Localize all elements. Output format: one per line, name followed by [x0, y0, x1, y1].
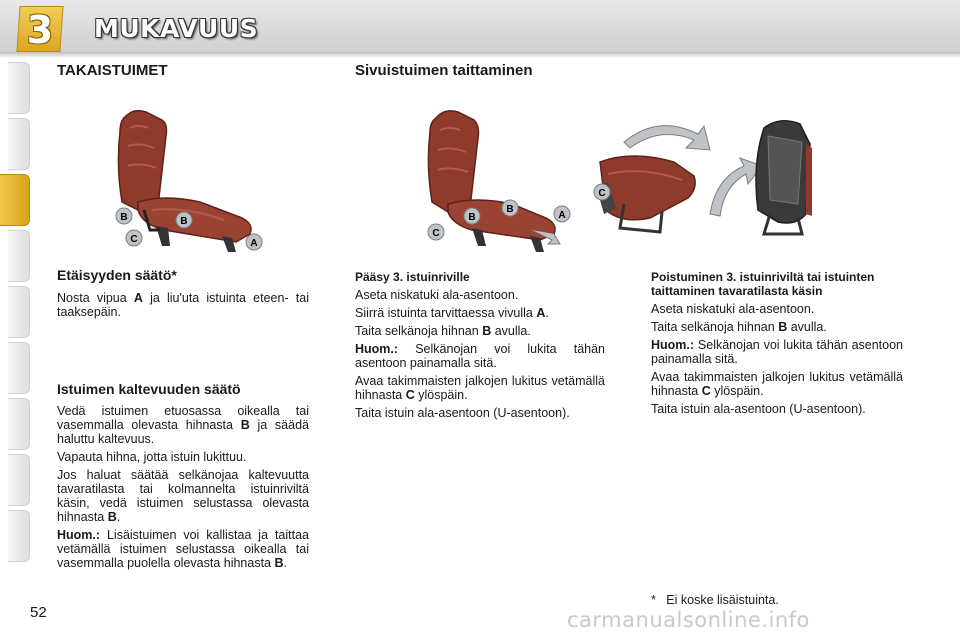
- svg-text:C: C: [432, 228, 440, 239]
- seat-folded-drawing: [596, 156, 695, 232]
- chapter-tab-1[interactable]: [8, 62, 30, 114]
- header-divider: [0, 52, 960, 58]
- access-paragraph-5: Avaa takimmaisten jalkojen lukitus vetämällä hihnasta C ylöspäin.: [355, 374, 605, 402]
- svg-text:B: B: [468, 212, 476, 223]
- distance-paragraph: Nosta vipua A ja liu'uta istuinta eteen- tai taaksepäin.: [57, 291, 309, 319]
- distance-adjust-text: [57, 291, 309, 323]
- access-paragraph-6: Taita istuin ala-asentoon (U-asentoon).: [355, 406, 570, 420]
- chapter-number: 3: [26, 8, 54, 52]
- svg-text:B: B: [120, 212, 128, 223]
- svg-text:A: A: [250, 238, 258, 249]
- exit-paragraph-1: Aseta niskatuki ala-asentoon.: [651, 302, 815, 316]
- svg-text:B: B: [506, 204, 514, 215]
- chapter-tab-6[interactable]: [8, 342, 30, 394]
- label-badge-a: [554, 206, 570, 222]
- chapter-tab-4[interactable]: [8, 230, 30, 282]
- label-badge-b-2: [502, 200, 518, 216]
- section-title-rear-seats: TAKAISTUIMET: [57, 62, 168, 79]
- section-title-folding: Sivuistuimen taittaminen: [355, 62, 533, 79]
- tilt-paragraph-1: Vedä istuimen etuosassa oikealla tai vasemmalla olevasta hihnasta B ja säädä haluttu kaltevuus.: [57, 404, 309, 446]
- label-badge-b-1: [464, 208, 480, 224]
- rotate-arrow-icon: [624, 126, 710, 150]
- footnote: * Ei koske lisäistuinta.: [651, 593, 779, 607]
- label-badge-a: [246, 234, 262, 250]
- svg-text:C: C: [130, 234, 138, 245]
- exit-paragraph-3: Huom.: Selkänojan voi lukita tähän asentoon painamalla sitä.: [651, 338, 903, 366]
- access-paragraph-1: Aseta niskatuki ala-asentoon.: [355, 288, 519, 302]
- label-badge-c: [428, 224, 444, 240]
- access-paragraph-4: Huom.: Selkänojan voi lukita tähän asentoon painamalla sitä.: [355, 342, 605, 370]
- label-badge-b-1: [116, 208, 132, 224]
- chapter-tab-2[interactable]: [8, 118, 30, 170]
- svg-text:B: B: [180, 216, 188, 227]
- watermark-text: carmanualsonline.info: [567, 608, 810, 632]
- seat-upright-drawing: [428, 111, 560, 252]
- svg-text:C: C: [598, 188, 606, 199]
- exit-paragraph-2: Taita selkänoja hihnan B avulla.: [651, 320, 827, 334]
- chapter-tab-9[interactable]: [8, 510, 30, 562]
- access-third-row-title: Pääsy 3. istuinriville: [355, 270, 470, 284]
- exit-paragraph-5: Taita istuin ala-asentoon (U-asentoon).: [651, 402, 866, 416]
- tilt-adjust-text: [57, 404, 309, 574]
- label-badge-b-2: [176, 212, 192, 228]
- access-paragraph-2: Siirrä istuinta tarvittaessa vivulla A.: [355, 306, 549, 320]
- chapter-tab-7[interactable]: [8, 398, 30, 450]
- chapter-tab-5[interactable]: [8, 286, 30, 338]
- seat-tipped-drawing: [756, 121, 812, 234]
- tilt-paragraph-3: Jos haluat säätää selkänojaa kaltevuutta tavaratilasta tai kolmannelta istuinriviltä käsin, vedä istuimen selustassa olevasta hihnasta B.: [57, 468, 309, 524]
- chapter-title: MUKAVUUS: [94, 14, 259, 43]
- chapter-tab-8[interactable]: [8, 454, 30, 506]
- exit-third-row-text: [651, 270, 903, 420]
- label-badge-c: [126, 230, 142, 246]
- label-badge-c-middle: [594, 184, 610, 200]
- page-number: 52: [30, 604, 47, 621]
- tilt-adjust-title: Istuimen kaltevuuden säätö: [57, 381, 241, 397]
- access-third-row-text: [355, 270, 605, 424]
- access-paragraph-3: Taita selkänoja hihnan B avulla.: [355, 324, 531, 338]
- distance-adjust-title: Etäisyyden säätö*: [57, 267, 177, 283]
- tilt-paragraph-2: Vapauta hihna, jotta istuin lukittuu.: [57, 450, 247, 464]
- exit-third-row-title: Poistuminen 3. istuinriviltä tai istuinten taittaminen tavaratilasta käsin: [651, 270, 875, 298]
- tilt-paragraph-4: Huom.: Lisäistuimen voi kallistaa ja taittaa vetämällä istuimen selustassa oikealla tai vasemmalla puolella olevasta hihnasta B.: [57, 528, 309, 570]
- exit-paragraph-4: Avaa takimmaisten jalkojen lukitus vetämällä hihnasta C ylöspäin.: [651, 370, 903, 398]
- svg-text:A: A: [558, 210, 566, 221]
- rear-seat-illustration: [104, 106, 272, 256]
- folding-sequence-illustration: [412, 104, 812, 256]
- chapter-tab-3-active[interactable]: [0, 174, 30, 226]
- chapter-tab-rail: [0, 62, 34, 574]
- tip-up-arrow-icon: [710, 158, 762, 216]
